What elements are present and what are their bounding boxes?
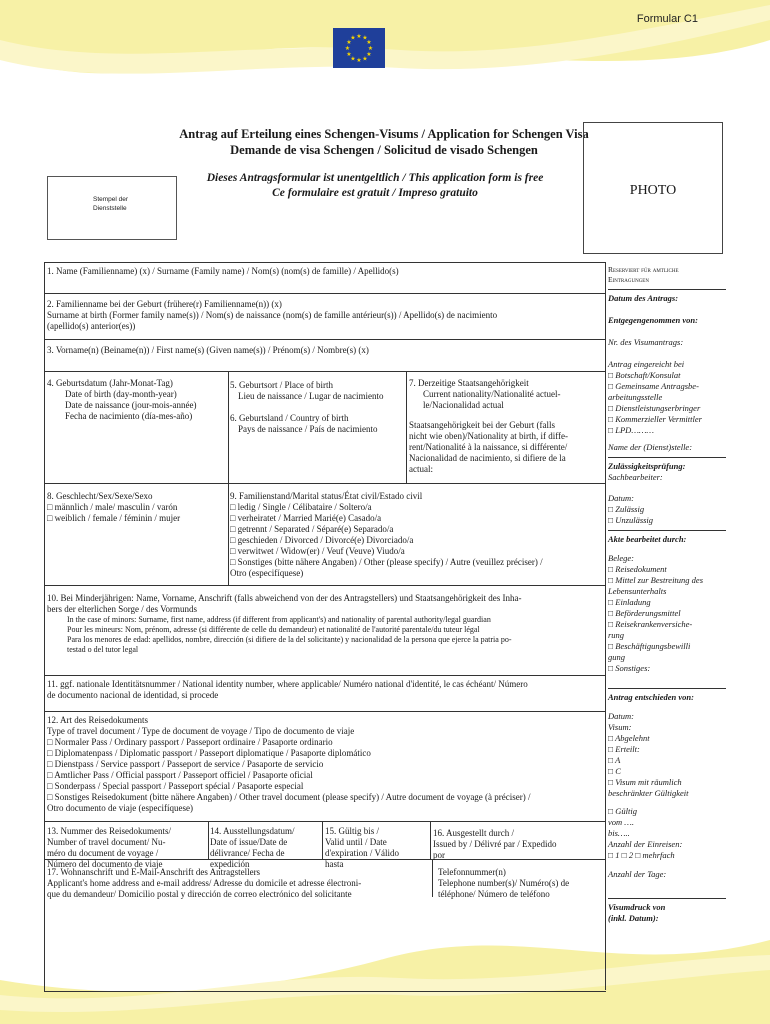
row-divider (44, 991, 606, 992)
checkbox-embassy[interactable]: □ Botschaft/Konsulat (608, 370, 681, 380)
checkbox-service-passport[interactable]: □ Dienstpass / Service passport / Passeport de service / Pasaporte de servicio (47, 759, 324, 769)
field-5-label-line: Lieu de naissance / Lugar de nacimiento (238, 391, 384, 401)
svg-text:★: ★ (362, 34, 368, 42)
field-7-label-line: Current nationality/Nationalité actuel- (423, 389, 561, 399)
row-divider (44, 371, 606, 372)
row-divider (44, 675, 606, 676)
stamp-label-1: Stempel der (93, 196, 129, 203)
field-16-label-line: 16. Ausgestellt durch / (433, 828, 514, 838)
svg-text:★: ★ (367, 45, 374, 52)
checkbox-work-permit[interactable]: □ Beschäftigungsbewilli (608, 641, 691, 651)
field-15-label-line: Valid until / Date (325, 837, 387, 847)
field-11-national-id[interactable] (47, 679, 603, 701)
checkbox-service-provider[interactable]: □ Dienstleistungserbringer (608, 403, 701, 413)
field-7-birth-nationality-line: actual: (409, 464, 433, 474)
svg-text:★: ★ (366, 39, 372, 46)
checkbox-means-of-subsistence[interactable]: □ Mittel zur Bestreitung des (608, 575, 704, 585)
field-14-label-line: Date of issue/Date de (210, 837, 288, 847)
field-10-translation: Pour les mineurs: Nom, prénom, adresse (si différente de celle du demandeur) et nationalité de l'autorité parentale/du tuteur légal (67, 625, 480, 634)
checkbox-commercial-intermediary[interactable]: □ Kommerzieller Vermittler (608, 414, 702, 424)
date-label: Datum: (608, 493, 634, 503)
field-1-surname[interactable] (47, 266, 602, 277)
row-divider (44, 585, 606, 586)
checkbox-divorced[interactable]: □ geschieden / Divorced / Divorcé(e) Divorciado/a (230, 535, 414, 545)
checkbox-male[interactable]: □ männlich / male/ masculin / varón (47, 502, 178, 512)
svg-text:★: ★ (356, 57, 362, 64)
field-8-label: 8. Geschlecht/Sex/Sexe/Sexo (47, 491, 153, 501)
checkbox-female[interactable]: □ weiblich / female / féminin / mujer (47, 513, 181, 523)
checkbox-common-centre[interactable]: □ Gemeinsame Antragsbe- (608, 381, 699, 391)
checkbox-ordinary-passport[interactable]: □ Normaler Pass / Ordinary passport / Passeport ordinaire / Pasaporte ordinario (47, 737, 333, 747)
form-code-label: Formular C1 (636, 13, 698, 25)
telephone-label-line: Telefonnummer(n) (438, 867, 506, 877)
field-4-label-line: Fecha de nacimiento (día-mes-año) (65, 411, 193, 421)
field-12-label: 12. Art des Reisedokuments (47, 715, 148, 725)
field-16-label-line: Issued by / Délivré par / Expedido (433, 839, 557, 849)
checkbox-invitation[interactable]: □ Einladung (608, 597, 651, 607)
field-9-marital-status[interactable] (230, 491, 602, 579)
checkbox-issued[interactable]: □ Erteilt: (608, 744, 640, 754)
field-17-label-line: 17. Wohnanschrift und E-Mail-Anschrift des Antragstellers (47, 867, 261, 877)
field-7-birth-nationality-line: rent/Nationalité à la naissance, si différente/ (409, 442, 568, 452)
field-2-label-es: (apellido(s) anterior(es)) (47, 321, 136, 331)
case-officer-label: Sachbearbeiter: (608, 472, 663, 482)
field-17-home-address[interactable] (47, 867, 429, 900)
svg-text:★: ★ (362, 55, 368, 63)
checkbox-separated[interactable]: □ getrennt / Separated / Séparé(e) Separado/a (230, 524, 394, 534)
common-centre-cont: arbeitungsstelle (608, 392, 663, 402)
field-6-label-line: 6. Geburtsland / Country of birth (230, 413, 349, 423)
field-14-label-line: expedición (210, 859, 250, 869)
entries-checkboxes[interactable]: □ 1 □ 2 □ mehrfach (608, 850, 675, 860)
field-12-label-translation: Type of travel document / Type de document de voyage / Tipo de documento de viaje (47, 726, 355, 736)
number-of-entries-label: Anzahl der Einreisen: (608, 839, 683, 849)
field-4-label-line: Date de naissance (jour-mois-année) (65, 400, 197, 410)
field-7-birth-nationality-line: Nacionalidad de nacimiento, si difiere de la (409, 453, 566, 463)
field-15-label-line: hasta (325, 859, 344, 869)
checkbox-lpd[interactable]: □ LPD……… (608, 425, 654, 435)
field-3-first-names[interactable] (47, 345, 602, 356)
photo-label: PHOTO (629, 183, 677, 198)
checkbox-admissible[interactable]: □ Zulässig (608, 504, 645, 514)
field-13-document-number[interactable] (47, 826, 207, 870)
field-8-sex[interactable] (47, 491, 227, 524)
eu-flag-icon (333, 28, 385, 68)
visa-print-label: Visumdruck von (608, 902, 666, 912)
col-divider (228, 371, 229, 483)
telephone-label-line: téléphone/ Número de teléfono (438, 889, 550, 899)
col-divider (406, 371, 407, 483)
checkbox-medical-insurance[interactable]: □ Reisekrankenversiche- (608, 619, 693, 629)
field-15-label-line: 15. Gültig bis / (325, 826, 380, 836)
field-4-label-line: 4. Geburtsdatum (Jahr-Monat-Tag) (47, 378, 173, 388)
visa-print-date-label: (inkl. Datum): (608, 913, 659, 923)
svg-text:★: ★ (350, 55, 356, 63)
field-10-translation: Para los menores de edad: apellidos, nombre, dirección (si difiere de la del solicitante) y nacionalidad de la persona que ejerce la patria po- (67, 635, 512, 644)
field-16-label-line: por (433, 850, 445, 860)
medical-insurance-cont: rung (608, 630, 625, 640)
free-of-charge-note (150, 171, 600, 201)
field-15-valid-until[interactable] (325, 826, 429, 870)
row-divider (44, 483, 606, 484)
field-2-surname-at-birth[interactable] (47, 299, 602, 332)
field-7-nationality[interactable] (409, 378, 604, 475)
svg-text:★: ★ (366, 51, 372, 58)
checkbox-means-of-transport[interactable]: □ Beförderungsmittel (608, 608, 681, 618)
checkbox-official-passport[interactable]: □ Amtlicher Pass / Official passport / Passeport officiel / Pasaporte oficial (47, 770, 313, 780)
field-4-label-line: Date of birth (day-month-year) (65, 389, 177, 399)
reserved-label-2: Eintragungen (608, 275, 649, 284)
field-10-guardian[interactable] (47, 593, 603, 655)
checkbox-refused[interactable]: □ Abgelehnt (608, 733, 650, 743)
field-11-label-line: 11. ggf. nationale Identitätsnummer / National identity number, where applicable/ Numéro national d'identité, le cas échéant/ Número (47, 679, 528, 689)
checkbox-valid[interactable]: □ Gültig (608, 806, 637, 816)
field-10-label-line: bers der elterlichen Sorge / des Vormunds (47, 604, 197, 614)
visa-label: Visum: (608, 722, 632, 732)
checkbox-married[interactable]: □ verheiratet / Married Marié(e) Casado/a (230, 513, 382, 523)
col-divider (44, 263, 45, 991)
field-5-place-of-birth[interactable] (230, 380, 406, 402)
field-13-label-line: Number of travel document/ Nu- (47, 837, 166, 847)
field-14-label-line: délivrance/ Fecha de (210, 848, 285, 858)
field-6-country-of-birth[interactable] (230, 413, 406, 435)
field-4-date-of-birth[interactable] (47, 378, 225, 422)
work-permit-cont: gung (608, 652, 625, 662)
valid-until-label: bis….. (608, 828, 630, 838)
checkbox-single[interactable]: □ ledig / Single / Célibataire / Soltero/a (230, 502, 372, 512)
file-handled-by-label: Akte bearbeitet durch: (608, 534, 687, 544)
supporting-documents-label: Belege: (608, 553, 634, 563)
checkbox-other-travel-document[interactable]: □ Sonstiges Reisedokument (bitte nähere Angaben) / Other travel document (please specify) / Autre document de voyage (à préciser) / (47, 792, 531, 802)
field-10-label-line: 10. Bei Minderjährigen: Name, Vorname, Anschrift (falls abweichend von der des Antragstellers) und Staatsangehörigkeit des Inha- (47, 593, 522, 603)
col-divider (322, 821, 323, 859)
field-17-label-line: Applicant's home address and e-mail address/ Adresse du domicile et adresse électroni- (47, 878, 362, 888)
decision-date-label: Datum: (608, 711, 634, 721)
field-14-date-of-issue[interactable] (210, 826, 322, 870)
checkbox-travel-document[interactable]: □ Reisedokument (608, 564, 667, 574)
checkbox-special-passport[interactable]: □ Sonderpass / Special passport / Passeport spécial / Pasaporte especial (47, 781, 304, 791)
field-7-birth-nationality-line: nicht wie oben)/Nationality at birth, if diffe- (409, 431, 569, 441)
ltv-cont: beschränkter Gültigkeit (608, 788, 689, 798)
free-note-line-2: Ce formulaire est gratuit / Impreso gratuito (272, 187, 478, 199)
other-status-label: Otro (especifíquese) (230, 568, 304, 578)
office-name-label: Name der (Dienst)stelle: (608, 442, 693, 452)
stamp-label-2: Dienststelle (93, 205, 127, 212)
col-divider (208, 821, 209, 859)
valid-from-label: vom …. (608, 817, 634, 827)
means-of-subsistence-cont: Lebensunterhalts (608, 586, 667, 596)
svg-text:★: ★ (344, 45, 351, 52)
submitted-at-label: Antrag eingereicht bei (608, 359, 685, 369)
photo-box[interactable] (583, 122, 723, 254)
checkbox-ltv[interactable]: □ Visum mit räumlich (608, 777, 682, 787)
field-5-label-line: 5. Geburtsort / Place of birth (230, 380, 333, 390)
field-13-label-line: méro du document de voyage / (47, 848, 159, 858)
application-form-grid (44, 262, 606, 990)
received-by-label: Entgegengenommen von: (608, 315, 698, 325)
field-10-translation: testad o del tutor legal (67, 645, 139, 654)
checkbox-widowed[interactable]: □ verwitwet / Widow(er) / Veuf (Veuve) Viudo/a (230, 546, 405, 556)
svg-text:★: ★ (346, 39, 352, 46)
col-divider (430, 821, 431, 859)
field-13-label-line: 13. Nummer des Reisedokuments/ (47, 826, 171, 836)
office-stamp-box (47, 176, 177, 240)
field-7-birth-nationality-line: Staatsangehörigkeit bei der Geburt (falls (409, 420, 555, 430)
field-17-label-line: que du demandeur/ Domicilio postal y dirección de correo electrónico del solicitante (47, 889, 352, 899)
field-9-label: 9. Familienstand/Marital status/État civil/Estado civil (230, 491, 423, 501)
field-17-telephone[interactable] (438, 867, 604, 900)
telephone-label-line: Telephone number(s)/ Numéro(s) de (438, 878, 570, 888)
field-13-label-line: Número del documento de viaje (47, 859, 163, 869)
col-divider (228, 483, 229, 585)
field-12-travel-document-type[interactable] (47, 715, 603, 814)
col-divider (432, 859, 433, 897)
official-use-sidebar (608, 262, 726, 990)
field-15-label-line: d'expiration / Válido (325, 848, 399, 858)
application-date-label: Datum des Antrags: (608, 293, 679, 303)
checkbox-type-a[interactable]: □ A (608, 755, 621, 765)
other-travel-document-label: Otro documento de viaje (especifíquese) (47, 803, 193, 813)
checkbox-inadmissible[interactable]: □ Unzulässig (608, 515, 654, 525)
svg-text:★: ★ (346, 51, 352, 58)
field-2-label: 2. Familienname bei der Geburt (frühere(r) Familienname(n)) (x) (47, 299, 282, 309)
row-divider (44, 339, 606, 340)
field-7-label-line: le/Nacionalidad actual (423, 400, 504, 410)
title-line-1: Antrag auf Erteilung eines Schengen-Visums / Application for Schengen Visa (179, 127, 589, 141)
field-6-label-line: Pays de naissance / País de nacimiento (238, 424, 378, 434)
field-10-translation: In the case of minors: Surname, first name, address (if different from applicant's) and nationality of parental authority/legal guardian (67, 615, 491, 624)
field-11-label-line: de documento nacional de identidad, si procede (47, 690, 219, 700)
field-3-label: 3. Vorname(n) (Beiname(n)) / First name(s) (Given name(s)) / Prénom(s) / Nombre(s) (x) (47, 345, 369, 355)
decided-by-label: Antrag entschieden von: (608, 692, 694, 702)
free-note-line-1: Dieses Antragsformular ist unentgeltlich / This application form is free (206, 172, 544, 184)
reserved-label-1: Reserviert für amtliche (608, 265, 679, 274)
admissibility-label: Zulässigkeitsprüfung: (608, 461, 686, 471)
field-2-label-en: Surname at birth (Former family name(s)) / Nom(s) de naissance (nom(s) de famille antérieur(s)) / Apellido(s) de nacimiento (47, 310, 498, 320)
svg-text:★: ★ (356, 33, 362, 40)
field-14-label-line: 14. Ausstellungsdatum/ (210, 826, 295, 836)
row-divider (44, 821, 606, 822)
title-line-2: Demande de visa Schengen / Solicitud de visado Schengen (230, 143, 538, 157)
row-divider (44, 293, 606, 294)
row-divider (44, 711, 606, 712)
number-of-days-label: Anzahl der Tage: (608, 869, 667, 879)
checkbox-other-status[interactable]: □ Sonstiges (bitte nähere Angaben) / Other (please specify) / Autre (veuillez préciser) / (230, 557, 543, 567)
checkbox-type-c[interactable]: □ C (608, 766, 621, 776)
checkbox-other-docs[interactable]: □ Sonstiges: (608, 663, 651, 673)
field-1-label: 1. Name (Familienname) (x) / Surname (Family name) / Nom(s) (nom(s) de famille) / Apellido(s) (47, 266, 399, 276)
application-number-label: Nr. des Visumantrags: (608, 337, 684, 347)
field-7-label-line: 7. Derzeitige Staatsangehörigkeit (409, 378, 529, 388)
checkbox-diplomatic-passport[interactable]: □ Diplomatenpass / Diplomatic passport / Passeport diplomatique / Pasaporte diplomático (47, 748, 371, 758)
field-16-issued-by[interactable] (433, 828, 605, 861)
svg-text:★: ★ (350, 34, 356, 42)
